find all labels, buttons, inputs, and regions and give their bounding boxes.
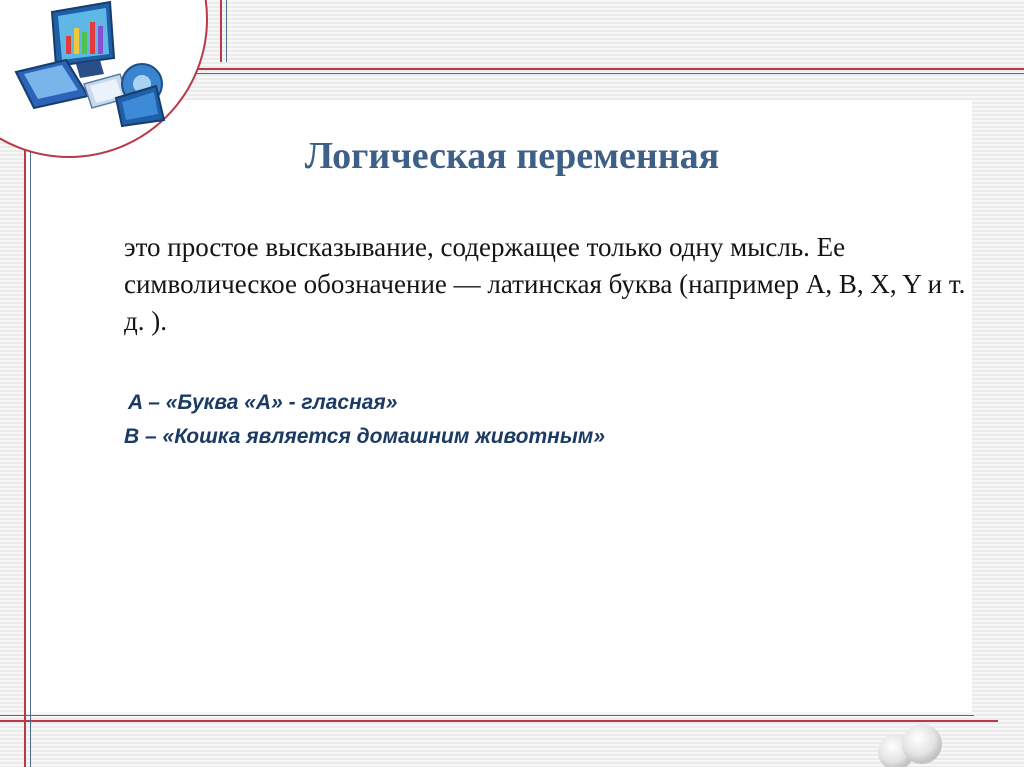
left-border-line-blue <box>30 138 31 767</box>
right-border-line <box>220 0 222 62</box>
bottom-border-line <box>0 720 998 722</box>
computer-illustration-icon <box>4 0 174 130</box>
examples-list <box>124 386 904 454</box>
definition-text: это простое высказывание, содержащее только одну мысль. Ее символическое обозначение — латинская буква (например A, B, X, Y и т. д. ). <box>124 232 966 336</box>
left-border-line <box>24 130 26 767</box>
right-border-line-blue <box>226 0 227 62</box>
decorative-pearl-icon <box>874 722 946 767</box>
slide-title: Логическая переменная <box>304 135 720 177</box>
top-border-line-blue <box>190 73 1024 74</box>
example-item: A – «Буква «А» - гласная» <box>128 391 398 414</box>
bottom-border-line-blue <box>0 715 974 716</box>
top-border-line <box>190 68 1024 70</box>
example-item: B – «Кошка является домашним животным» <box>124 425 606 448</box>
